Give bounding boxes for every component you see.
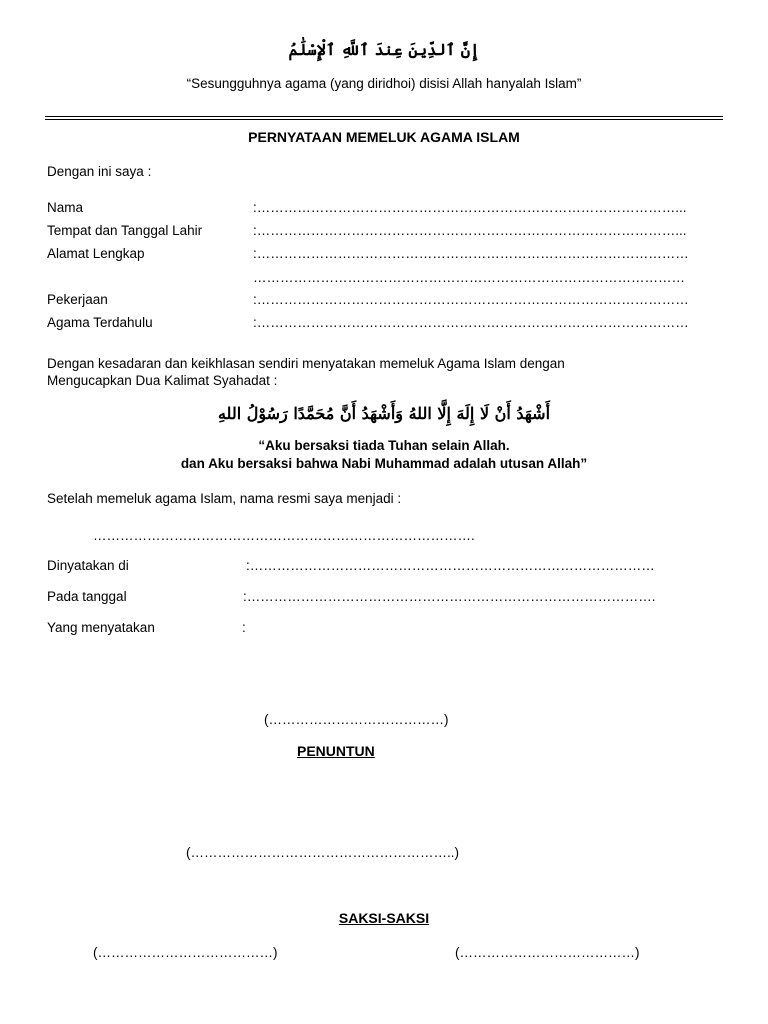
witness-1-signature-line: (…………………………………) [93, 945, 278, 960]
shahada-translation-2: dan Aku bersaksi bahwa Nabi Muhammad adalah utusan Allah” [180, 456, 588, 471]
declarant-signature-line: (…………………………………) [264, 712, 449, 727]
field-address-dots: :…………………………………………………………………………………… [253, 246, 689, 261]
field-address-continued-dots: …………………………………………………………………………………… [253, 270, 685, 285]
header-rule-top [45, 116, 723, 117]
statement-line-1: Dengan kesadaran dan keikhlasan sendiri menyatakan memeluk Agama Islam dengan [47, 356, 565, 371]
date-label: Pada tanggal [47, 589, 127, 604]
witnesses-heading: SAKSI-SAKSI [338, 910, 430, 926]
statement-line-2: Mengucapkan Dua Kalimat Syahadat : [47, 373, 278, 388]
declared-at-label: Dinyatakan di [47, 558, 129, 573]
shahada-arabic: أَشْهَدُ أَنْ لَا إِلَهَ إِلَّا اللهُ وَأَشْهَدُ أَنَّ مُحَمَّدًا رَسُوْلُ اللهِ [217, 404, 551, 423]
new-name-label: Setelah memeluk agama Islam, nama resmi saya menjadi : [47, 491, 402, 506]
header-arabic-verse: إِنَّ ٱلدِّينَ عِندَ ٱللَّهِ ٱلْإِسْلَٰمُ [288, 40, 480, 59]
guide-signature-line: (…………………………………………………..) [186, 845, 459, 860]
document-title: PERNYATAAN MEMELUK AGAMA ISLAM [248, 129, 520, 145]
field-prior-religion-label: Agama Terdahulu [47, 315, 153, 330]
field-address-label: Alamat Lengkap [47, 246, 145, 261]
field-occupation-dots: :…………………………………………………………………………………… [253, 292, 689, 307]
header-rule-bottom [45, 119, 723, 120]
field-occupation-label: Pekerjaan [47, 292, 108, 307]
declarant-label: Yang menyatakan [47, 620, 155, 635]
witness-2-signature-line: (…………………………………) [455, 945, 640, 960]
header-translation: “Sesungguhnya agama (yang diridhoi) disisi Allah hanyalah Islam” [186, 76, 582, 91]
intro-text: Dengan ini saya : [47, 164, 152, 179]
field-name-dots: :…………………………………………………………………………………... [253, 200, 687, 215]
guide-heading: PENUNTUN [297, 743, 375, 759]
field-prior-religion-dots: :…………………………………………………………………………………… [253, 315, 689, 330]
declared-at-dots: :……………………………………………………………………………… [246, 558, 655, 573]
new-name-dots: …………………………………………………………………………. [93, 528, 475, 543]
field-birth-label: Tempat dan Tanggal Lahir [47, 223, 203, 238]
declarant-colon: : [242, 620, 246, 635]
date-dots: :………………………………………………………………………………. [243, 589, 656, 604]
field-birth-dots: :…………………………………………………………………………………... [253, 223, 687, 238]
field-name-label: Nama [47, 200, 84, 215]
shahada-translation-1: “Aku bersaksi tiada Tuhan selain Allah. [258, 438, 510, 453]
